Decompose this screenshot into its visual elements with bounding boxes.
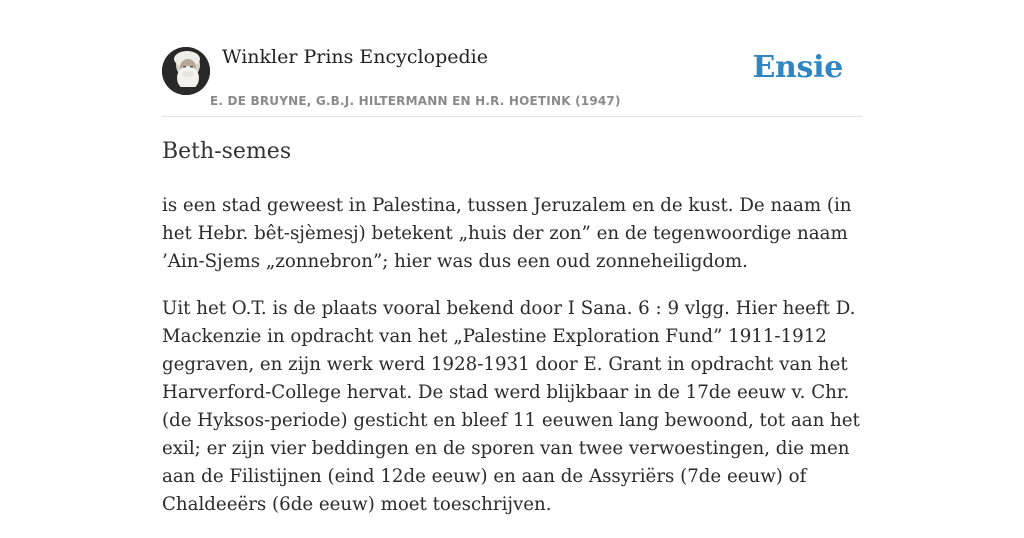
entry-body bbox=[162, 192, 862, 538]
paragraph-2: Uit het O.T. is de plaats vooral bekend door I Sana. 6 : 9 vlgg. Hier heeft D. Mackenzie in opdracht van het „Palestine Exploration Fund” 1911-1912 gegraven, en zijn werk werd 1928-1931 door E. Grant in opdracht van het Harverford-College hervat. De stad werd blijkbaar in de 17de eeuw v. Chr. (de Hyksos-periode) gesticht en bleef 11 eeuwen lang bewoond, tot aan het exil; er zijn vier beddingen en de sporen van twee verwoestingen, die men aan de Filistijnen (eind 12de eeuw) en aan de Assyriërs (7de eeuw) of Chaldeeërs (6de eeuw) moet toeschrijven. bbox=[162, 298, 860, 515]
author-avatar bbox=[162, 47, 210, 95]
entry-title: Beth-semes bbox=[162, 139, 292, 164]
ensie-logo-link[interactable]: Ensie bbox=[752, 50, 843, 85]
site-header bbox=[162, 0, 862, 117]
authors-line: E. DE BRUYNE, G.B.J. HILTERMANN EN H.R. HOETINK (1947) bbox=[210, 94, 621, 108]
author-portrait-icon bbox=[162, 47, 210, 95]
site-title[interactable]: Winkler Prins Encyclopedie bbox=[222, 46, 488, 68]
paragraph-1: is een stad geweest in Palestina, tussen Jeruzalem en de kust. De naam (in het Hebr. bêt-sjèmesj) betekent „huis der zon” en de tegenwoordige naam ’Ain-Sjems „zonnebron”; hier was dus een oud zonneheiligdom. bbox=[162, 195, 852, 272]
page bbox=[162, 0, 862, 515]
